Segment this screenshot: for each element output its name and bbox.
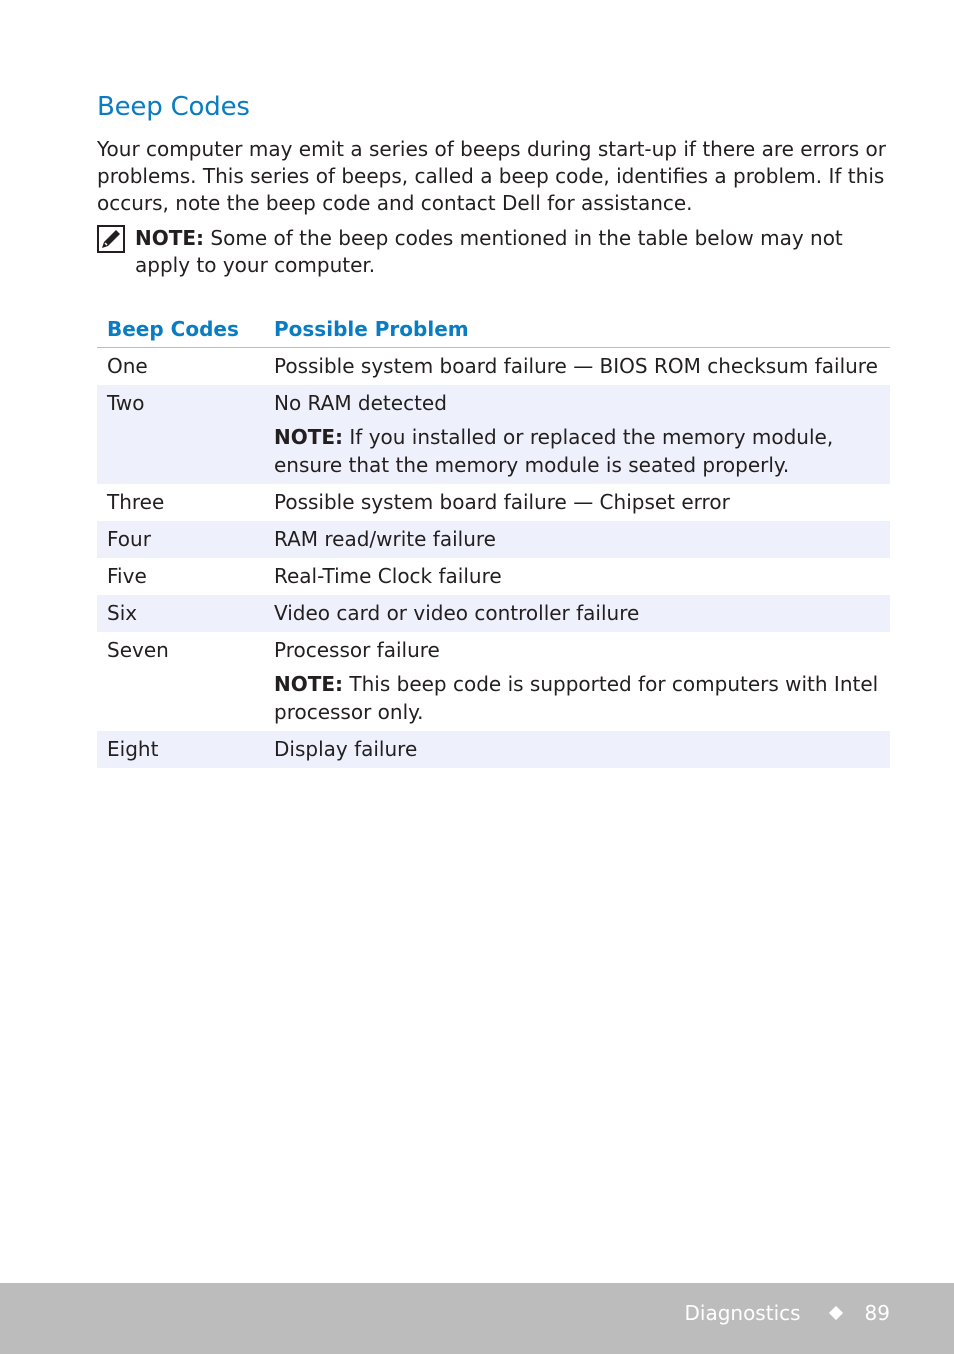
problem-text: Possible system board failure — Chipset error xyxy=(274,490,730,514)
problem-text: No RAM detected xyxy=(274,391,447,415)
beep-code-cell: Three xyxy=(107,490,165,514)
diamond-separator-icon xyxy=(828,1306,842,1320)
beep-code-cell: Five xyxy=(107,564,147,588)
beep-code-cell: Eight xyxy=(97,731,264,768)
page-number: 89 xyxy=(864,1301,890,1325)
note-body: Some of the beep codes mentioned in the table below may not apply to your computer. xyxy=(135,226,843,277)
table-header-row xyxy=(97,311,890,348)
intro-paragraph: Your computer may emit a series of beeps during start-up if there are errors or problems. This series of beeps, called a beep code, identifies a problem. If this occurs, note the beep code and contact Dell for assistance. xyxy=(97,137,886,215)
problem-text: Possible system board failure — BIOS ROM checksum failure xyxy=(274,354,878,378)
beep-codes-table xyxy=(97,311,890,768)
problem-text: RAM read/write failure xyxy=(274,527,496,551)
problem-text: Real-Time Clock failure xyxy=(274,564,502,588)
beep-code-cell: Four xyxy=(97,521,264,558)
pencil-note-icon xyxy=(97,225,125,253)
problem-cell xyxy=(264,558,890,595)
problem-cell xyxy=(264,632,890,731)
page-footer xyxy=(0,1283,954,1354)
problem-note-text: This beep code is supported for computers with Intel processor only. xyxy=(274,672,879,724)
problem-text: Video card or video controller failure xyxy=(274,601,640,625)
note-text xyxy=(135,225,890,279)
beep-code-cell: Seven xyxy=(107,638,169,662)
problem-cell xyxy=(264,484,890,521)
table-body xyxy=(97,348,890,769)
problem-note-label: NOTE: xyxy=(274,672,344,696)
problem-note-text: If you installed or replaced the memory module, ensure that the memory module is seated properly. xyxy=(274,425,834,477)
problem-cell xyxy=(264,348,890,386)
problem-note xyxy=(274,670,880,726)
note-label: NOTE: xyxy=(135,226,205,250)
footer-content xyxy=(684,1301,890,1325)
table-row xyxy=(97,731,890,768)
problem-cell xyxy=(264,521,890,558)
problem-cell xyxy=(264,385,890,484)
beep-code-cell: One xyxy=(107,354,148,378)
header-possible-problem: Possible Problem xyxy=(264,311,890,348)
beep-code-cell: Two xyxy=(97,385,264,484)
problem-text: Display failure xyxy=(274,737,418,761)
header-beep-codes: Beep Codes xyxy=(97,311,264,348)
table-row xyxy=(97,484,890,521)
problem-note xyxy=(274,423,880,479)
beep-code-cell: Six xyxy=(97,595,264,632)
section-title: Beep Codes xyxy=(97,92,250,122)
note-block xyxy=(97,225,890,279)
table-row xyxy=(97,595,890,632)
table-row xyxy=(97,521,890,558)
problem-note-label: NOTE: xyxy=(274,425,344,449)
footer-section-name: Diagnostics xyxy=(684,1301,801,1325)
page-content xyxy=(97,92,890,768)
table-row xyxy=(97,348,890,386)
table-row xyxy=(97,385,890,484)
table-row xyxy=(97,632,890,731)
problem-cell xyxy=(264,595,890,632)
problem-cell xyxy=(264,731,890,768)
problem-text: Processor failure xyxy=(274,638,440,662)
table-row xyxy=(97,558,890,595)
